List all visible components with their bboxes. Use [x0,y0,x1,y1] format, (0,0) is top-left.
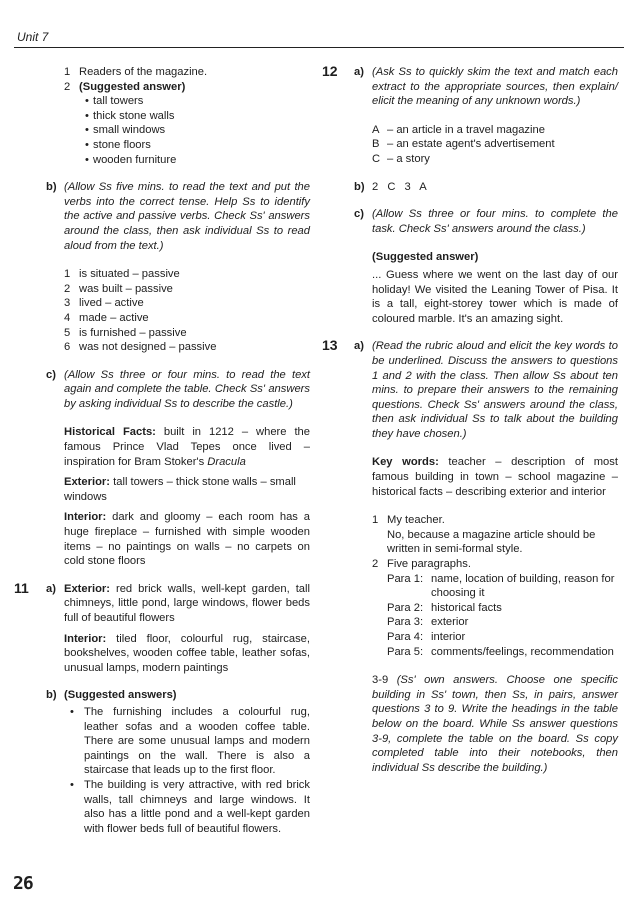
interior-text: Interior: dark and gloomy – each room has a huge fireplace – furnished with simple wooden items – no paintings on walls – no carpets on cold stone floors [64,511,310,568]
section-label: c) [46,368,56,381]
list-item: 1 My teacher. [372,514,445,527]
list-item: 6 was not designed – passive [64,341,217,354]
exercise-number: 13 [322,337,338,354]
instruction: (Allow Ss five mins. to read the text and put the verbs into the correct tense. Help Ss to identify the active and passive verbs. Check Ss' answers around the class, then ask individual Ss to read aloud from the text.) [64,181,310,252]
paragraph-item: Para 3: exterior [387,616,469,629]
list-item: 1 is situated – passive [64,268,180,281]
exterior-text: Exterior: red brick walls, well-kept garden, tall chimneys, little pond, large windows, flower beds full of beautiful flowers [64,582,310,624]
section-label: a) [354,66,364,78]
list-item: • stone floors [85,138,151,151]
list-item: A – an article in a travel magazine [372,123,545,136]
ex12b [322,180,618,195]
ex12c [322,207,618,326]
list-item: • wooden furniture [85,153,177,166]
left-column [14,65,310,836]
exterior-text: Exterior: tall towers – thick stone walls – small windows [64,476,296,503]
list-item: 3 lived – active [64,297,144,310]
exercise-number: 11 [14,579,29,596]
bullet-list [72,94,310,167]
bullet-list [64,705,310,836]
exercise-number: 12 [322,63,338,79]
ex10c [14,368,310,569]
list-item: • thick stone walls [85,109,175,122]
section-label: b) [354,180,365,193]
paragraph-item: Para 4: interior [387,631,466,643]
section-label: a) [354,340,364,353]
historical-facts: Historical Facts: built in 1212 – where the famous Prince Vlad Tepes once lived – inspiration for Bram Stoker's Dracula [64,426,310,468]
section-label: a) [46,582,56,595]
list-item: 4 made – active [64,311,149,324]
ex10a-answers [64,65,310,167]
right-column [322,65,618,775]
instruction: (Allow Ss three or four mins. to read the text again and complete the table. Check Ss' answers by asking individual Ss to describe the castle.) [64,368,310,410]
list-item: B – an estate agent's advertisement [372,138,555,151]
list-item: 2 Five paragraphs. [372,558,471,571]
question-list [372,513,618,659]
list-item: • small windows [85,124,166,137]
unit-header: Unit 7 [17,30,49,44]
ex11 [14,579,310,676]
list-item: 5 is furnished – passive [64,326,187,339]
suggested-heading: (Suggested answers) [64,689,177,702]
list-item: • tall towers [85,95,144,108]
answers: 2 C 3 A [372,180,427,193]
list-item: • The building is very attractive, with red brick walls, tall chimneys and large windows. It also has a little pond and a well-kept garden with flower beds full of beautiful flowers. [70,778,310,835]
ex13 [322,339,618,775]
list-item: 2 was built – passive [64,282,173,295]
paragraph-item: Para 1: name, location of building, reason for choosing it [387,572,615,600]
source-list [372,123,618,167]
suggested-heading: (Suggested answer) [372,251,479,264]
suggested-text: ... Guess where we went on the last day of our holiday! We visited the Leaning Tower of Pisa. It is a tall, eight-storey tower which is made of coloured marble. It's an amazing sight. [372,268,618,325]
page-number: 26 [13,873,33,894]
final-instruction: 3-9 (Ss' own answers. Choose one specific building in Ss' town, then Ss, in pairs, answer questions 3 to 9. Write the headings in the table below on the board. While Ss answer questions 3-9, complete the table on the board. Ss copy completed table into their notebooks, then individual Ss describe the building.) [372,674,618,774]
list-item: 1 Readers of the magazine. [64,66,208,78]
header-rule [14,47,624,48]
list-item-detail: No, because a magazine article should be written in semi-formal style. [387,528,596,556]
instruction: (Ask Ss to quickly skim the text and match each extract to the appropriate sources, then explain/ elicit the meaning of any unknown words.) [372,66,618,108]
key-words: Key words: teacher – description of most famous building in town – school magazine – historical facts – describing exterior and interior [372,456,618,498]
list-item: 2 (Suggested answer) [64,80,186,93]
section-label: b) [46,689,57,702]
list-item: C – a story [372,152,430,165]
paragraph-item: Para 5: comments/feelings, recommendation [387,645,614,658]
section-label: c) [354,208,364,221]
section-label: b) [46,181,57,194]
answer-list [64,267,310,355]
paragraph-item: Para 2: historical facts [387,601,502,614]
interior-text: Interior: tiled floor, colourful rug, staircase, bookshelves, wooden coffee table, leather sofas, unusual lamps, modern paintings [64,632,310,674]
ex12a [322,65,618,167]
ex11b [14,688,310,836]
ex10b [14,180,310,355]
list-item: • The furnishing includes a colourful rug, leather sofas and a wooden coffee table. There are some unusual lamps and modern paintings on the wall. There is also a staircase that leads up to the first floor. [70,705,310,777]
instruction: (Allow Ss three or four mins. to complete the task. Check Ss' answers around the class.) [372,208,618,235]
instruction: (Read the rubric aloud and elicit the key words to be underlined. Discuss the answers to questions 1 and 2 with the class. Then allow Ss about ten mins. to prepare their answers to the remaining questions. Check Ss' answers around the class, then ask individual Ss to talk about the building they have chosen.) [372,340,618,440]
